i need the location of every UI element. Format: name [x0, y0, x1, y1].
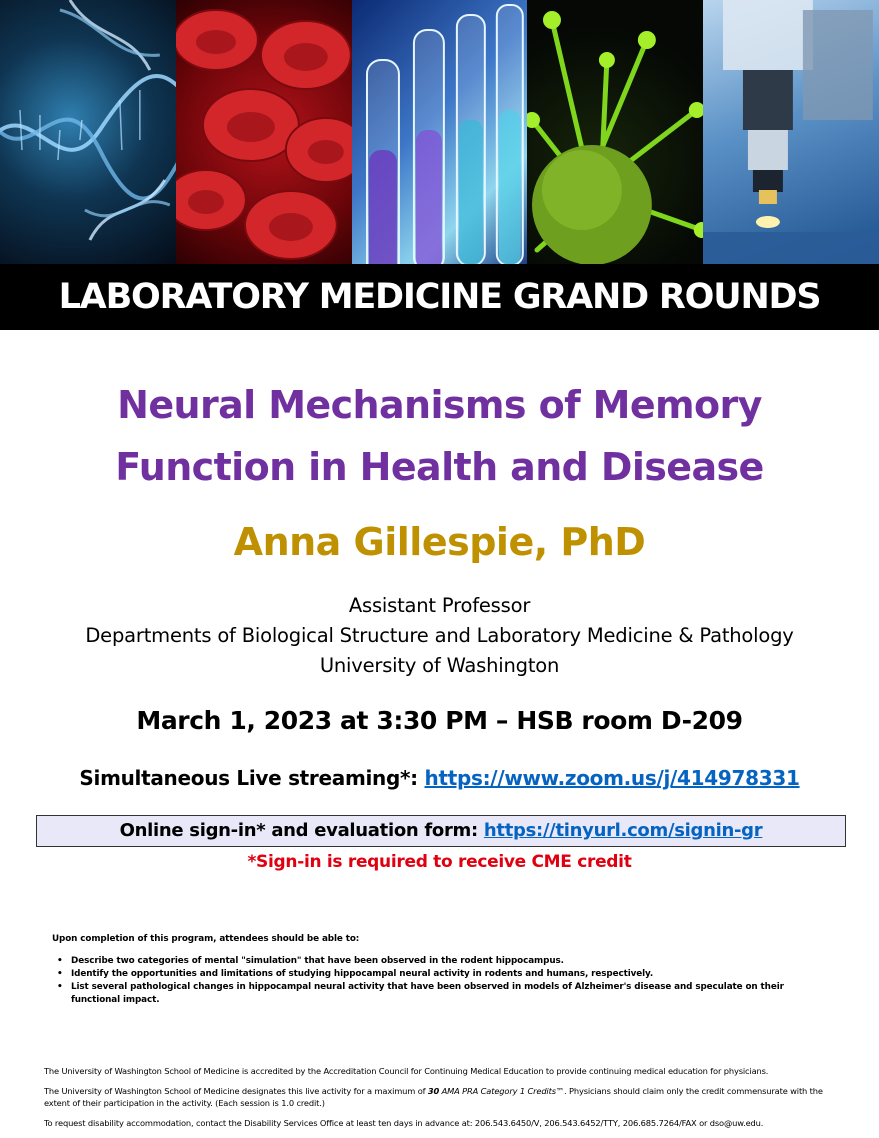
signin-label: Online sign-in* and evaluation form:	[119, 820, 484, 841]
learning-objectives	[52, 933, 832, 1007]
cme-note: *Sign-in is required to receive CME credit	[247, 852, 632, 872]
series-title-bar	[0, 264, 879, 330]
designation-text: The University of Washington School of Medicine designates this live activity for a maximum of	[44, 1085, 428, 1096]
virus-image	[527, 0, 703, 264]
disability-accommodation: To request disability accommodation, contact the Disability Services Office at least ten days in advance at: 206.543.6450/V, 206.543.6452/TTY, 206.685.7264/FAX or dso@uw.edu.	[44, 1117, 764, 1128]
streaming-line	[0, 762, 879, 794]
objective-item: • Describe two categories of mental "simulation" that have been observed in the rodent hippocampus.	[52, 955, 832, 968]
speaker-department: Departments of Biological Structure and Laboratory Medicine & Pathology	[85, 624, 794, 647]
event-datetime-location: March 1, 2023 at 3:30 PM – HSB room D-209	[136, 706, 743, 735]
signin-link[interactable]: https://tinyurl.com/signin-gr	[483, 820, 763, 841]
header-banner	[0, 0, 879, 264]
designation-text-end: ™. Physicians should claim only the credit commensurate with the extent of their participation in the activity. (Each session is 1.0 credit.)	[44, 1085, 823, 1108]
streaming-label: Simultaneous Live streaming*:	[79, 766, 425, 790]
speaker-institution: University of Washington	[319, 654, 560, 677]
zoom-link[interactable]: https://www.zoom.us/j/414978331	[424, 766, 800, 790]
designation-credit-type: AMA PRA Category 1 Credits	[439, 1085, 556, 1096]
designation-credits: 30	[427, 1085, 440, 1096]
talk-title-line-2: Function in Health and Disease	[115, 445, 764, 489]
red-blood-cells-image	[176, 0, 352, 264]
dna-helix-image	[0, 0, 176, 264]
accreditation-statement: The University of Washington School of Medicine is accredited by the Accreditation Council for Continuing Medical Education to provide continuing medical education for physicians.	[44, 1066, 769, 1076]
credit-designation	[44, 1085, 836, 1110]
microscope-image	[703, 0, 879, 264]
objective-item: • List several pathological changes in hippocampal neural activity that have been observed in models of Alzheimer's disease and speculate on their functional impact.	[52, 981, 832, 1007]
objective-item: • Identify the opportunities and limitations of studying hippocampal neural activity in rodents and humans, respectively.	[52, 968, 832, 981]
objectives-heading: Upon completion of this program, attendees should be able to:	[52, 934, 360, 944]
objectives-list	[52, 955, 832, 1007]
talk-title-line-1: Neural Mechanisms of Memory	[117, 383, 762, 427]
signin-box	[36, 815, 846, 847]
talk-title	[0, 374, 879, 498]
speaker-affiliation	[0, 591, 879, 681]
series-title: LABORATORY MEDICINE GRAND ROUNDS	[58, 277, 821, 317]
speaker-position: Assistant Professor	[348, 594, 531, 617]
footer	[44, 1065, 836, 1137]
test-tubes-image	[352, 0, 528, 264]
speaker-name: Anna Gillespie, PhD	[233, 520, 646, 564]
